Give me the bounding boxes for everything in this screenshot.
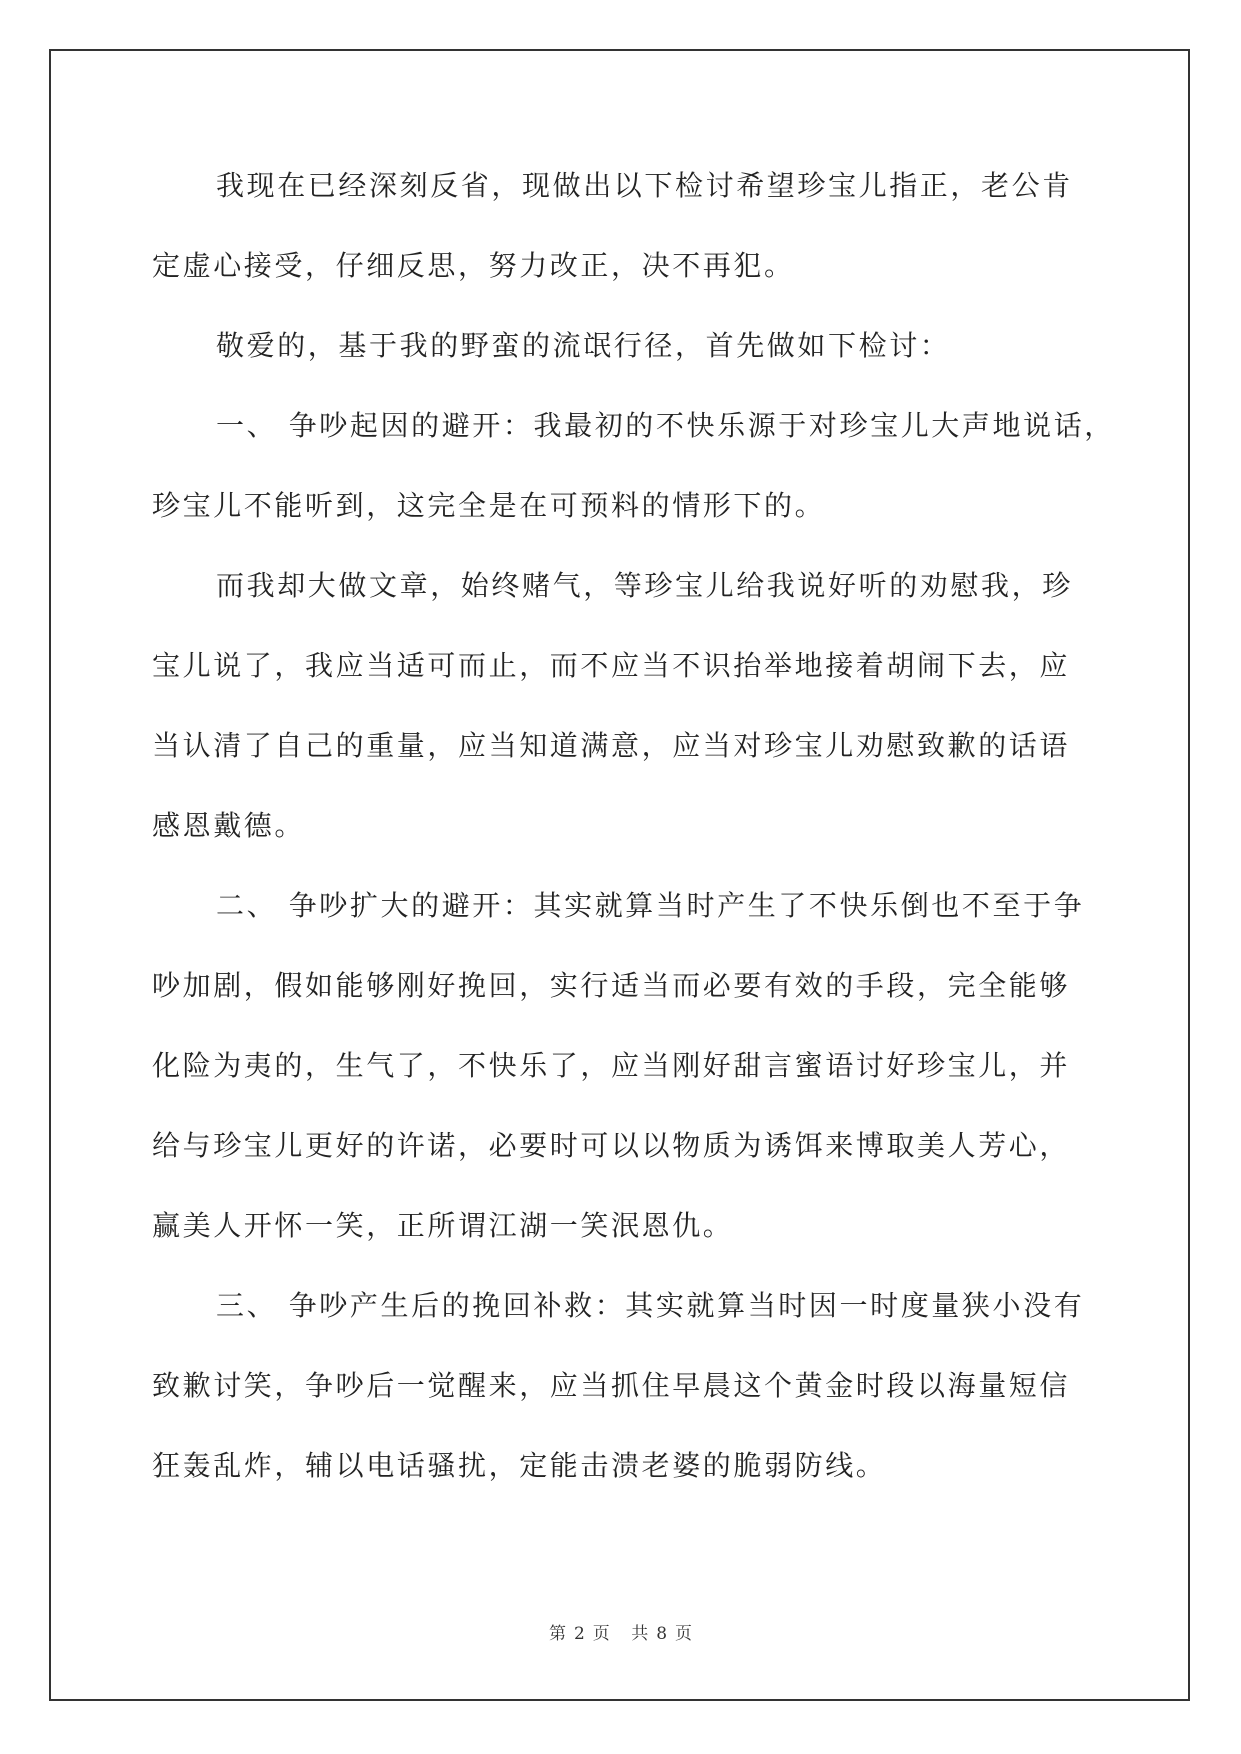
- paragraph-line: 珍宝儿不能听到，这完全是在可预料的情形下的。: [152, 489, 826, 522]
- paragraph: [152, 1286, 1085, 1486]
- paragraph: [152, 166, 1082, 286]
- paragraph-line: 感恩戴德。: [152, 809, 306, 842]
- paragraph-line: 三、 争吵产生后的挽回补救：其实就算当时因一时度量狭小没有: [216, 1289, 1085, 1322]
- page-footer: [0, 1619, 1241, 1644]
- paragraph-line: 给与珍宝儿更好的许诺，必要时可以以物质为诱饵来博取美人芳心，: [152, 1129, 1071, 1162]
- paragraph-line: 狂轰乱炸，辅以电话骚扰，定能击溃老婆的脆弱防线。: [152, 1449, 887, 1482]
- paragraph: [152, 886, 1085, 1246]
- total-prefix: 共: [631, 1624, 649, 1644]
- paragraph-line: 敬爱的，基于我的野蛮的流氓行径，首先做如下检讨：: [216, 329, 951, 362]
- paragraph-line: 当认清了自己的重量，应当知道满意，应当对珍宝儿劝慰致歉的话语: [152, 729, 1071, 762]
- page-suffix: 页: [592, 1624, 610, 1644]
- total-pages-indicator: [627, 1624, 696, 1644]
- paragraph: [152, 326, 1082, 366]
- total-suffix: 页: [675, 1624, 693, 1644]
- page-indicator: [545, 1624, 614, 1644]
- paragraph: [152, 406, 1115, 526]
- paragraph-line: 定虚心接受，仔细反思，努力改正，决不再犯。: [152, 249, 795, 282]
- paragraph-line: 致歉讨笑，争吵后一觉醒来，应当抓住早晨这个黄金时段以海量短信: [152, 1369, 1071, 1402]
- total-pages: 8: [656, 1624, 668, 1644]
- paragraph-line: 化险为夷的，生气了，不快乐了，应当刚好甜言蜜语讨好珍宝儿，并: [152, 1049, 1071, 1082]
- document-body: [152, 166, 1115, 1526]
- paragraph-line: 吵加剧，假如能够刚好挽回，实行适当而必要有效的手段，完全能够: [152, 969, 1071, 1002]
- paragraph-line: 一、 争吵起因的避开：我最初的不快乐源于对珍宝儿大声地说话，: [216, 409, 1115, 442]
- paragraph-line: 我现在已经深刻反省，现做出以下检讨希望珍宝儿指正，老公肯: [216, 169, 1073, 202]
- paragraph-line: 赢美人开怀一笑，正所谓江湖一笑泯恩仇。: [152, 1209, 734, 1242]
- page-number: 2: [573, 1624, 585, 1644]
- paragraph-line: 二、 争吵扩大的避开：其实就算当时产生了不快乐倒也不至于争: [216, 889, 1085, 922]
- paragraph-line: 而我却大做文章，始终赌气，等珍宝儿给我说好听的劝慰我，珍: [216, 569, 1073, 602]
- paragraph: [152, 566, 1082, 846]
- paragraph-line: 宝儿说了，我应当适可而止，而不应当不识抬举地接着胡闹下去，应: [152, 649, 1071, 682]
- page-prefix: 第: [548, 1624, 566, 1644]
